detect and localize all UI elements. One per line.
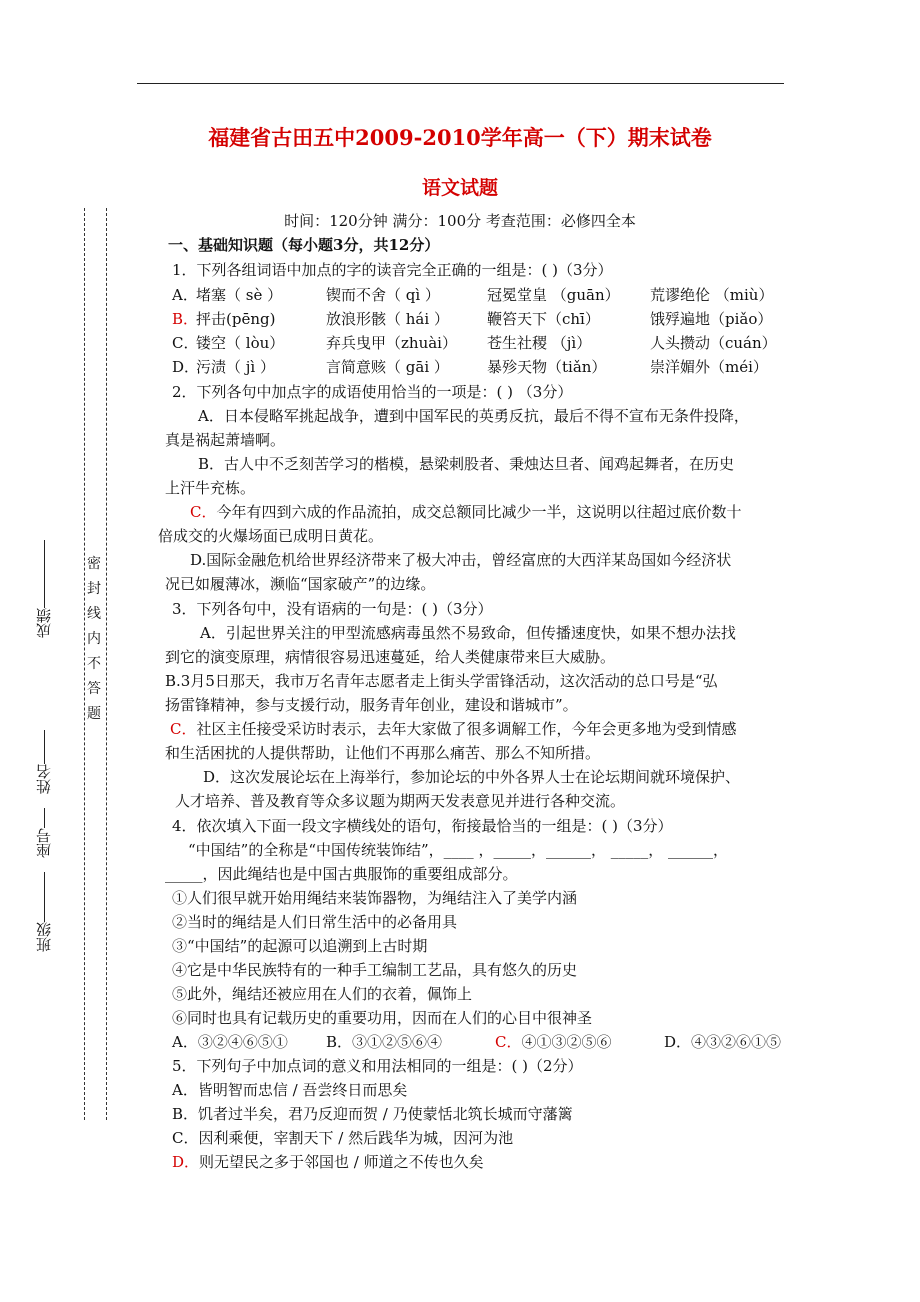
q4-passage-cont: _____，因此绳结也是中国古典服饰的重要组成部分。 bbox=[165, 865, 518, 883]
seal-line-inner bbox=[106, 208, 107, 1120]
q4-item: ④它是中华民族特有的一种手工编制工艺品，具有悠久的历史 bbox=[172, 961, 578, 979]
q3-option-d-cont: 人才培养、普及教育等众多议题为期两天发表意见并进行各种交流。 bbox=[175, 792, 626, 810]
q2-option-a[interactable]: A．日本侵略军挑起战争，遭到中国军民的英勇反抗，最后不得不宣布无条件投降， bbox=[198, 407, 749, 425]
seal-char: 不 bbox=[87, 656, 101, 672]
q4-choice-b[interactable]: B．③①②⑤⑥④ bbox=[326, 1033, 443, 1051]
q3-stem: 3．下列各句中，没有语病的一句是：( )（3分） bbox=[172, 600, 493, 618]
q4-item: ③“中国结”的起源可以追溯到上古时期 bbox=[172, 937, 428, 955]
seal-char: 内 bbox=[87, 631, 101, 647]
q2-option-d-cont: 况已如履薄冰，濒临“国家破产”的边缘。 bbox=[165, 575, 436, 593]
q4-item: ②当时的绳结是人们日常生活中的必备用具 bbox=[172, 913, 458, 931]
q2-option-a-cont: 真是祸起萧墙啊。 bbox=[165, 431, 286, 449]
section-heading: 一、基础知识题（每小题3分，共12分） bbox=[168, 236, 440, 254]
q5-stem: 5．下列句子中加点词的意义和用法相同的一组是：( )（2分） bbox=[172, 1057, 583, 1075]
seal-char: 答 bbox=[87, 681, 101, 697]
q5-option-b[interactable]: B．饥者过半矣，君乃反迎而贺 / 乃使蒙恬北筑长城而守藩篱 bbox=[172, 1105, 573, 1123]
seal-line-outer bbox=[84, 208, 85, 1120]
score-field[interactable]: 成绩 bbox=[30, 540, 58, 638]
seal-notice bbox=[86, 556, 102, 731]
q5-option-a[interactable]: A．皆明智而忠信 / 吾尝终日而思矣 bbox=[172, 1081, 408, 1099]
seat-field[interactable]: 座号 bbox=[30, 808, 58, 858]
q3-option-b-cont: 扬雷锋精神，参与支援行动，服务青年创业，建设和谐城市”。 bbox=[165, 696, 578, 714]
q4-passage: “中国结”的全称是“中国传统装饰结”，____ ，_____，______， _____， ______， bbox=[188, 841, 728, 859]
q1-option-b[interactable]: B． 抨击(pēng) 放浪形骸（ hái ） 鞭笞天下（chī） 饿殍遍地（piǎo） bbox=[172, 310, 773, 328]
seal-char: 封 bbox=[87, 581, 101, 597]
q5-option-c[interactable]: C．因利乘便，宰割天下 / 然后践华为城，因河为池 bbox=[172, 1129, 514, 1147]
header-rule bbox=[137, 83, 784, 84]
q5-option-d[interactable]: D．则无望民之多于邻国也 / 师道之不传也久矣 bbox=[172, 1153, 484, 1171]
q2-option-b-cont: 上汗牛充栋。 bbox=[165, 479, 256, 497]
seal-char: 题 bbox=[87, 706, 101, 722]
q2-stem: 2．下列各句中加点字的成语使用恰当的一项是：( ) （3分） bbox=[172, 383, 573, 401]
q2-option-c[interactable]: C．今年有四到六成的作品流拍，成交总额同比减少一半，这说明以往超过底价数十 bbox=[190, 503, 742, 521]
name-field[interactable]: 姓名 bbox=[30, 730, 58, 794]
q4-choice-c[interactable]: C．④①③②⑤⑥ bbox=[495, 1033, 612, 1051]
exam-subtitle: 语文试题 bbox=[421, 177, 498, 199]
q3-option-c-cont: 和生活困扰的人提供帮助，让他们不再那么痛苦、那么不知所措。 bbox=[165, 744, 601, 762]
q2-option-d[interactable]: D.国际金融危机给世界经济带来了极大冲击，曾经富庶的大西洋某岛国如今经济状 bbox=[190, 551, 732, 569]
q4-item: ①人们很早就开始用绳结来装饰器物，为绳结注入了美学内涵 bbox=[172, 889, 578, 907]
exam-meta: 时间：120分钟 满分：100分 考查范围：必修四全本 bbox=[284, 212, 636, 230]
q3-option-c[interactable]: C．社区主任接受采访时表示，去年大家做了很多调解工作，今年会更多地为受到情感 bbox=[170, 720, 737, 738]
class-field[interactable]: 班级 bbox=[30, 872, 58, 952]
q4-stem: 4．依次填入下面一段文字横线处的语句，衔接最恰当的一组是：( )（3分） bbox=[172, 817, 673, 835]
q3-option-b[interactable]: B.3月5日那天，我市万名青年志愿者走上街头学雷锋活动，这次活动的总口号是“弘 bbox=[165, 672, 718, 690]
q1-option-c[interactable]: C． 镂空（ lòu） 弃兵曳甲（zhuài） 苍生社稷 （jì） 人头攒动（cuán） bbox=[172, 334, 777, 352]
q2-option-b[interactable]: B．古人中不乏刻苦学习的楷模，悬梁刺股者、秉烛达旦者、闻鸡起舞者，在历史 bbox=[198, 455, 735, 473]
q3-option-a[interactable]: A．引起世界关注的甲型流感病毒虽然不易致命，但传播速度快，如果不想办法找 bbox=[200, 624, 736, 642]
q4-choice-a[interactable]: A．③②④⑥⑤① bbox=[172, 1033, 288, 1051]
q1-stem: 1．下列各组词语中加点的字的读音完全正确的一组是：( )（3分） bbox=[172, 261, 613, 279]
q2-option-c-cont: 倍成交的火爆场面已成明日黄花。 bbox=[158, 527, 384, 545]
seal-char: 密 bbox=[87, 556, 101, 572]
q4-item: ⑤此外，绳结还被应用在人们的衣着，佩饰上 bbox=[172, 985, 473, 1003]
q3-option-a-cont: 到它的演变原理，病情很容易迅速蔓延，给人类健康带来巨大威胁。 bbox=[165, 648, 616, 666]
seal-char: 线 bbox=[87, 606, 101, 622]
q1-option-d[interactable]: D． 污渍（ jì ） 言简意赅（ gāi ） 暴殄天物（tiǎn） 崇洋媚外（méi） bbox=[172, 358, 768, 376]
q4-choice-d[interactable]: D．④③②⑥①⑤ bbox=[664, 1033, 782, 1051]
q3-option-d[interactable]: D．这次发展论坛在上海举行，参加论坛的中外各界人士在论坛期间就环境保护、 bbox=[203, 768, 741, 786]
exam-title: 福建省古田五中2009-2010学年高一（下）期末试卷 bbox=[208, 125, 712, 150]
q4-choices bbox=[172, 1031, 792, 1051]
q4-item: ⑥同时也具有记载历史的重要功用，因而在人们的心目中很神圣 bbox=[172, 1009, 593, 1027]
q1-option-a[interactable]: A． 堵塞（ sè ） 锲而不舍（ qì ） 冠冕堂皇 （guān） 荒谬绝伦 （miù） bbox=[172, 286, 774, 304]
